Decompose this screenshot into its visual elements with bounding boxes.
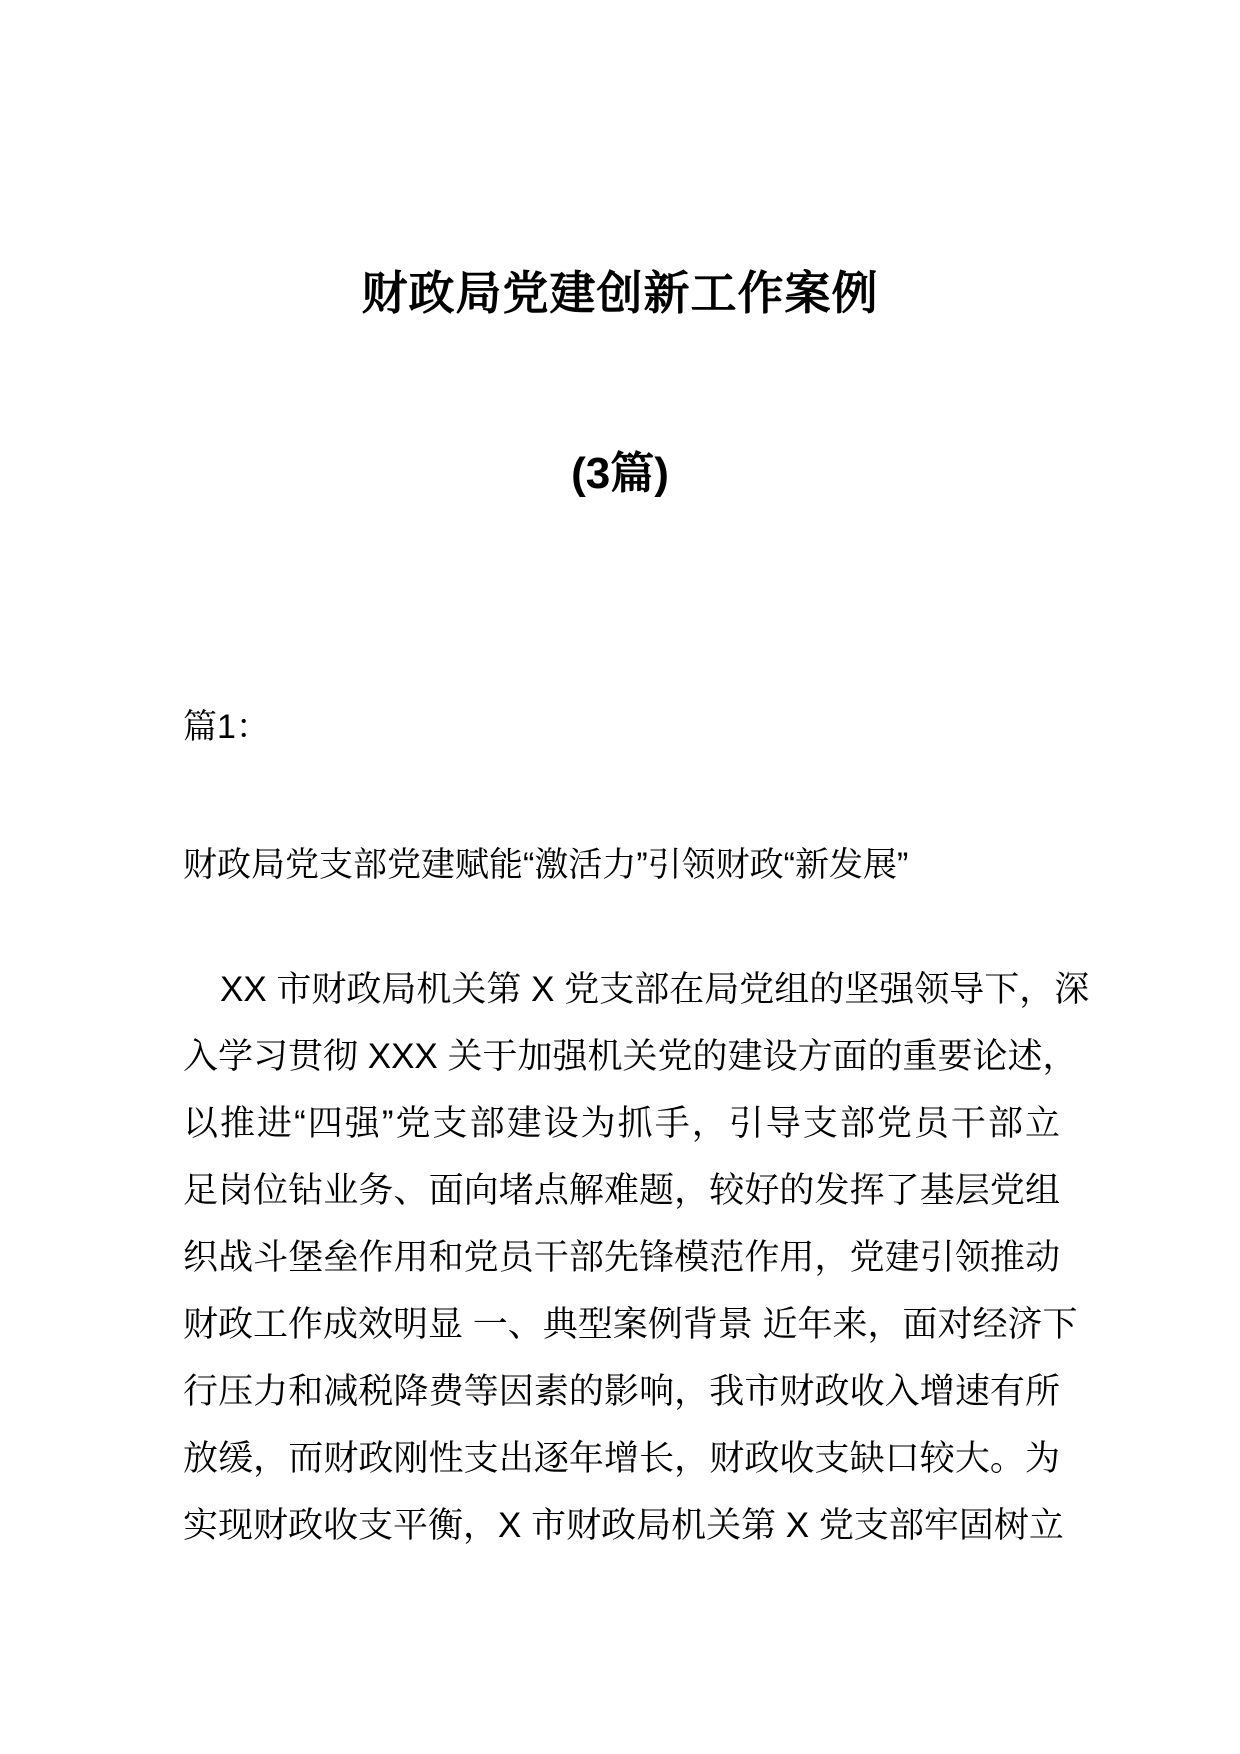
document-title: 财政局党建创新工作案例 bbox=[361, 267, 879, 319]
paragraph-line: 行压力和减税降费等因素的影响，我市财政收入增速有所 bbox=[183, 1372, 1060, 1411]
paragraph-line: 入学习贯彻 XXX 关于加强机关党的建设方面的重要论述， bbox=[183, 1037, 1078, 1076]
body-paragraph bbox=[183, 956, 1090, 1559]
document-count-label: (3篇) bbox=[571, 449, 669, 498]
paragraph-line: 实现财政收支平衡，X 市财政局机关第 X 党支部牢固树立 bbox=[183, 1506, 1064, 1545]
paragraph-line: 财政工作成效明显 一、典型案例背景 近年来，面对经济下 bbox=[183, 1305, 1078, 1344]
paragraph-line: 放缓，而财政刚性支出逐年增长，财政收支缺口较大。为 bbox=[183, 1439, 1060, 1478]
article-title: 财政局党支部党建赋能“激活力”引领财政“新发展” bbox=[183, 846, 909, 884]
paragraph-line: 足岗位钻业务、面向堵点解难题，较好的发挥了基层党组 bbox=[183, 1171, 1060, 1210]
paragraph-line: 织战斗堡垒作用和党员干部先锋模范作用，党建引领推动 bbox=[183, 1238, 1060, 1277]
paragraph-line: 以推进“四强”党支部建设为抓手，引导支部党员干部立 bbox=[183, 1104, 1060, 1143]
paragraph-line: XX 市财政局机关第 X 党支部在局党组的坚强领导下，深 bbox=[220, 970, 1090, 1009]
section-label: 篇1： bbox=[183, 708, 270, 746]
